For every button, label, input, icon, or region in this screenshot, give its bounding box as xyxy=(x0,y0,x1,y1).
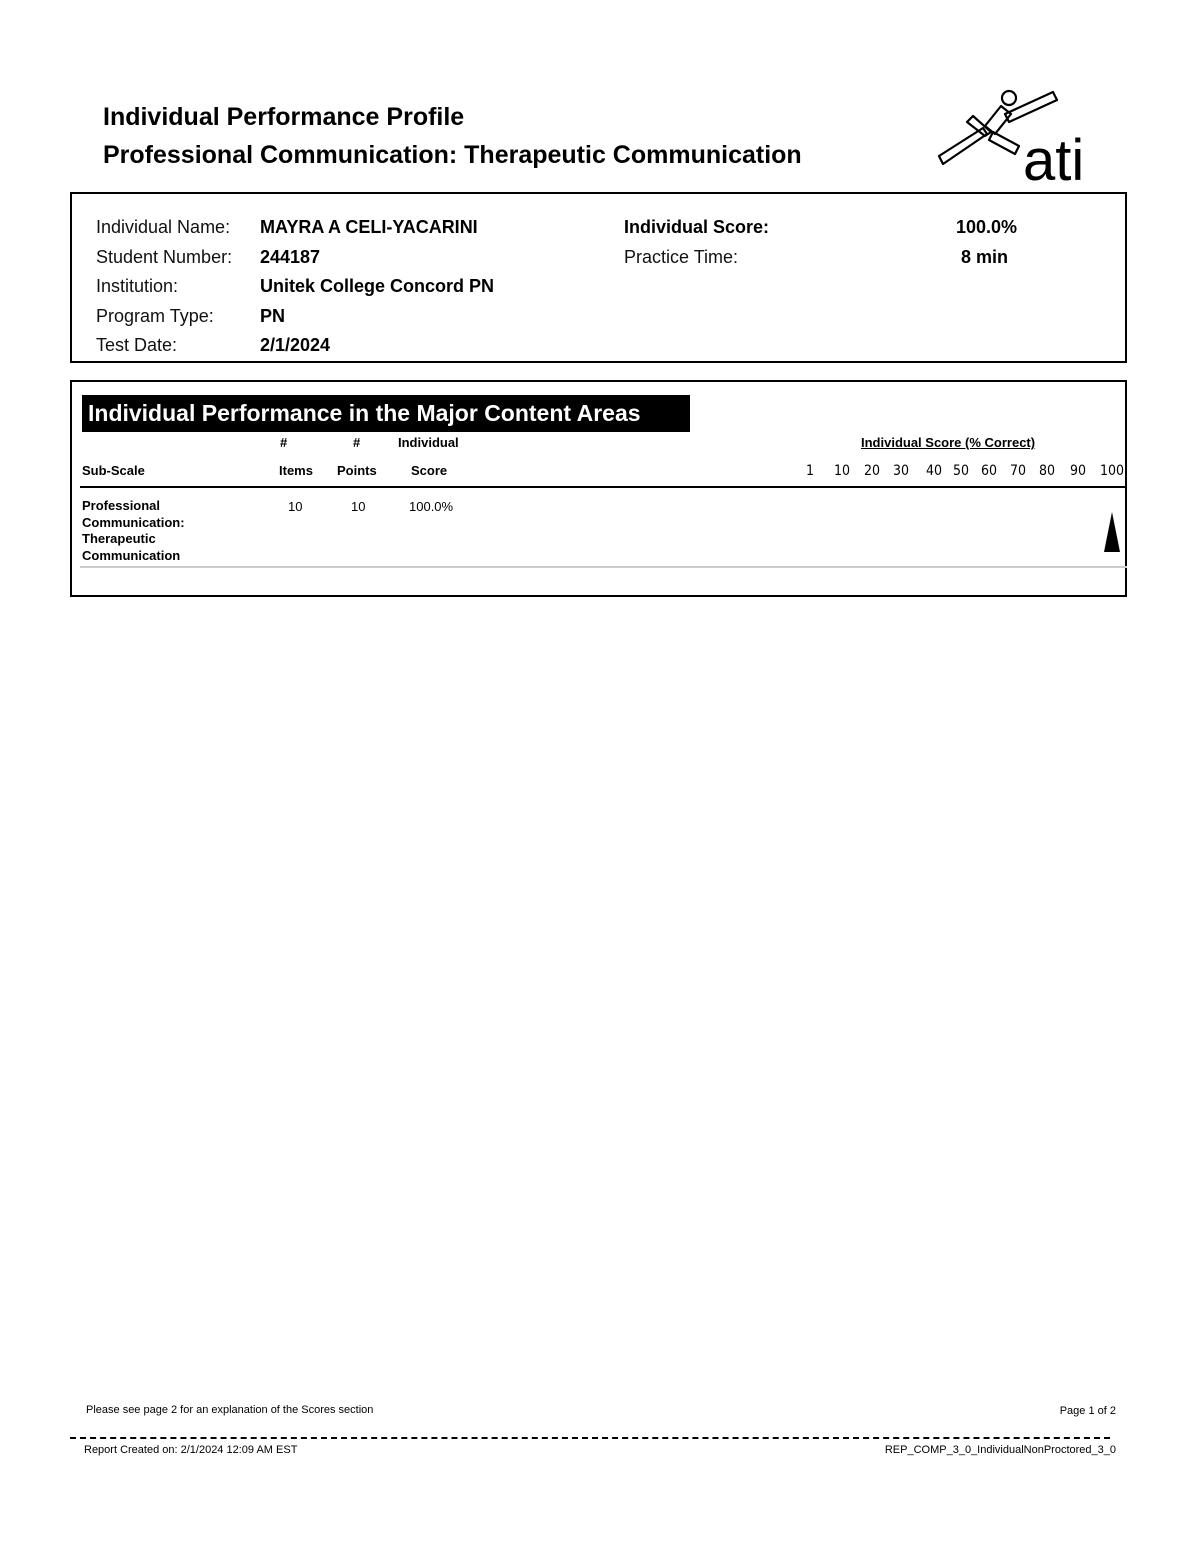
scale-tick: 10 xyxy=(833,463,851,479)
subscale-col-header: Sub-Scale xyxy=(82,463,145,478)
page-number: Page 1 of 2 xyxy=(1059,1405,1116,1417)
score-value: 100.0% xyxy=(956,217,1018,237)
score-marker-icon xyxy=(1104,512,1120,552)
subscale-name: Professional Communication: Therapeutic Communication xyxy=(82,498,185,563)
institution-value: Unitek College Concord PN xyxy=(260,276,495,296)
scale-tick: 30 xyxy=(892,463,910,479)
points-col-header: Points xyxy=(337,463,377,478)
points-value: 10 xyxy=(351,499,366,514)
scale-tick: 20 xyxy=(863,463,881,479)
institution-label: Institution: xyxy=(96,276,179,296)
ati-logo xyxy=(935,86,1105,186)
items-col-hash: # xyxy=(280,435,288,450)
row-divider xyxy=(80,566,1127,568)
scale-tick: 1 xyxy=(805,463,815,479)
scale-tick: 60 xyxy=(980,463,998,479)
report-id: REP_COMP_3_0_IndividualNonProctored_3_0 xyxy=(884,1444,1116,1456)
scale-tick: 40 xyxy=(925,463,943,479)
report-title: Individual Performance Profile xyxy=(103,103,465,131)
items-value: 10 xyxy=(288,499,303,514)
items-col-header: Items xyxy=(279,463,313,478)
name-value: MAYRA A CELI-YACARINI xyxy=(260,217,478,237)
footer-divider xyxy=(70,1437,1110,1439)
content-areas-panel xyxy=(70,380,1127,597)
scale-tick: 100 xyxy=(1099,463,1125,479)
score-col-top: Individual xyxy=(398,435,459,450)
report-subtitle: Professional Communication: Therapeutic Communication xyxy=(103,141,802,169)
scale-tick: 50 xyxy=(952,463,970,479)
student-label: Student Number: xyxy=(96,247,233,267)
date-value: 2/1/2024 xyxy=(260,335,331,355)
content-areas-heading: Individual Performance in the Major Content Areas xyxy=(82,395,690,432)
program-label: Program Type: xyxy=(96,306,214,326)
points-col-hash: # xyxy=(353,435,361,450)
score-cell-value: 100.0% xyxy=(409,499,454,514)
footer-note: Please see page 2 for an explanation of the Scores section xyxy=(86,1404,374,1416)
student-value: 244187 xyxy=(260,247,321,267)
header-divider xyxy=(80,486,1127,488)
ati-logo-text: ati xyxy=(1023,128,1085,186)
scale-tick: 70 xyxy=(1009,463,1027,479)
time-value: 8 min xyxy=(961,247,1009,267)
name-label: Individual Name: xyxy=(96,217,231,237)
score-label: Individual Score: xyxy=(624,217,770,237)
student-info-panel xyxy=(70,192,1127,363)
date-label: Test Date: xyxy=(96,335,178,355)
time-label: Practice Time: xyxy=(624,247,739,267)
scale-tick: 90 xyxy=(1069,463,1087,479)
scale-tick: 80 xyxy=(1038,463,1056,479)
scale-title: Individual Score (% Correct) xyxy=(861,435,1036,450)
program-value: PN xyxy=(260,306,286,326)
score-col-header: Score xyxy=(411,463,448,478)
report-created: Report Created on: 2/1/2024 12:09 AM EST xyxy=(84,1444,298,1456)
